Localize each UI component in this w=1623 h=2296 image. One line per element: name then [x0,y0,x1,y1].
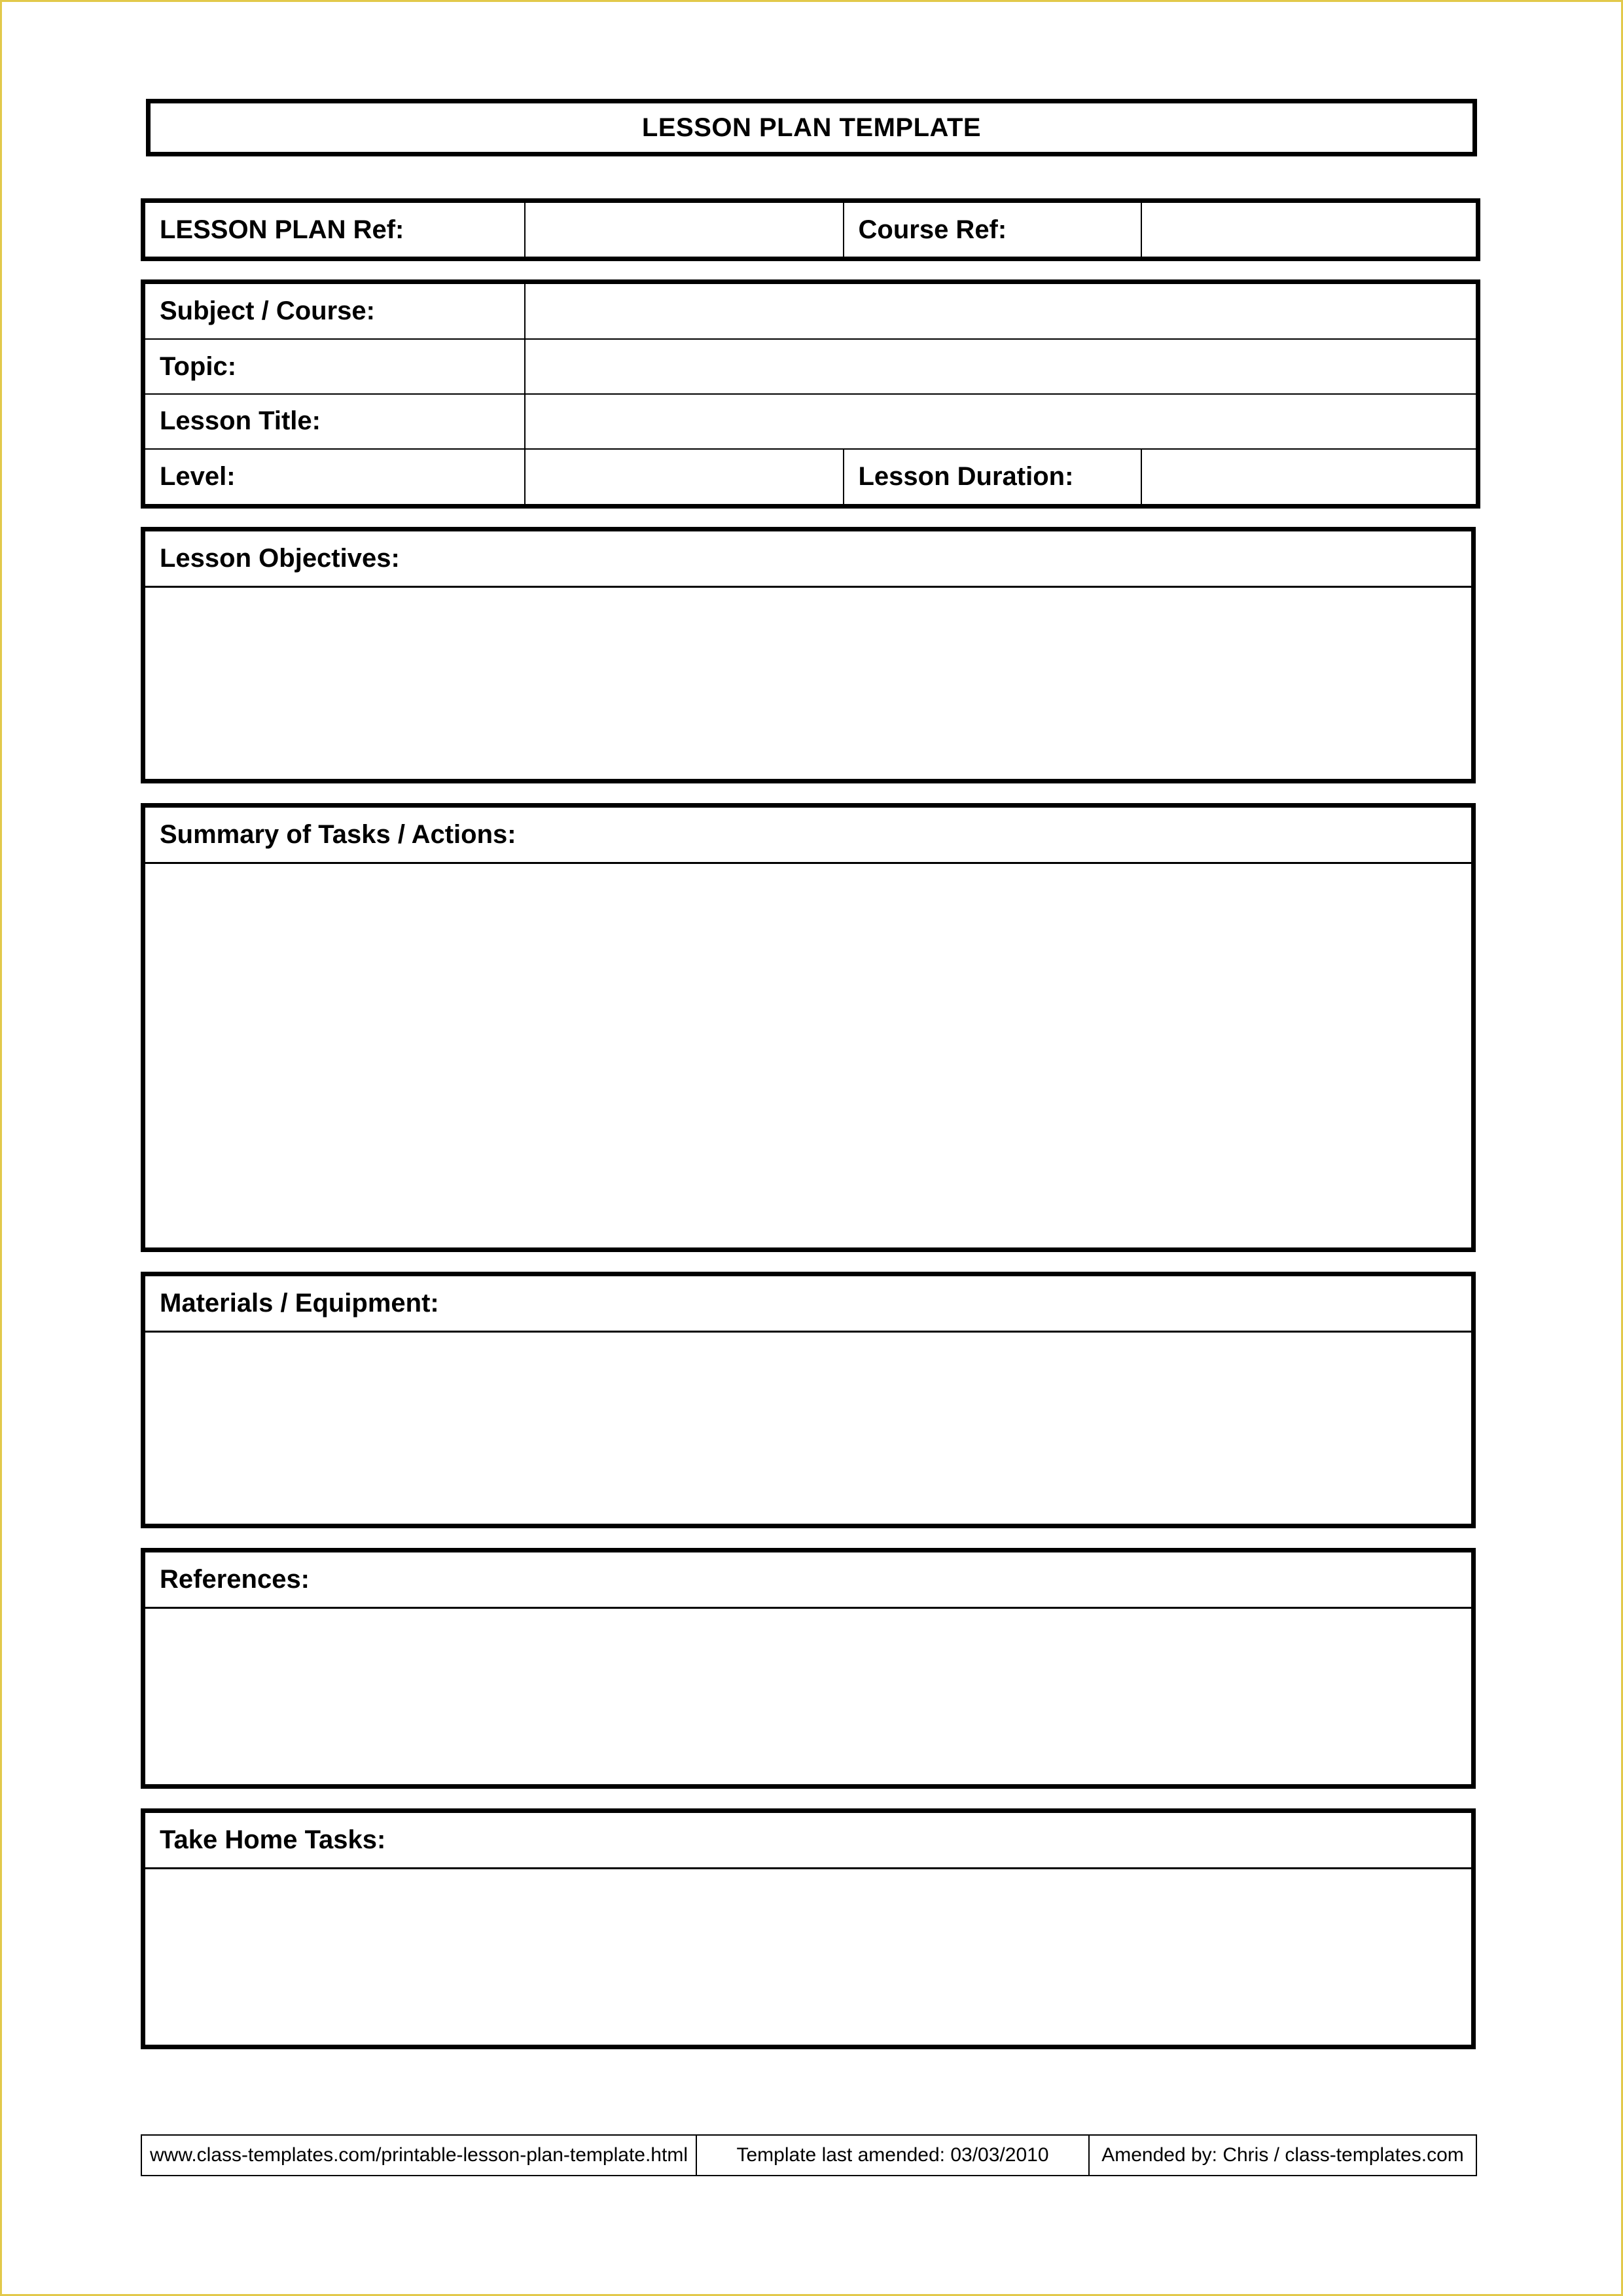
tasks-area[interactable] [145,864,1471,1247]
lesson-objectives-section [141,527,1476,783]
tasks-heading: Summary of Tasks / Actions: [145,808,1471,864]
topic-label: Topic: [143,339,525,394]
materials-section [141,1272,1476,1528]
lesson-duration-field[interactable] [1141,449,1478,507]
footer [141,2134,1477,2176]
lesson-title-label: Lesson Title: [143,394,525,449]
subject-label: Subject / Course: [143,282,525,340]
references-section [141,1548,1476,1789]
materials-heading: Materials / Equipment: [145,1276,1471,1333]
lesson-plan-ref-label: LESSON PLAN Ref: [143,201,525,259]
take-home-area[interactable] [145,1869,1471,2045]
ref-table [141,198,1480,261]
lesson-objectives-heading: Lesson Objectives: [145,531,1471,588]
course-ref-field[interactable] [1141,201,1478,259]
references-heading: References: [145,1552,1471,1609]
lesson-title-field[interactable] [525,394,1478,449]
details-table [141,279,1480,509]
lesson-plan-ref-field[interactable] [525,201,844,259]
take-home-heading: Take Home Tasks: [145,1813,1471,1869]
lesson-objectives-area[interactable] [145,588,1471,779]
topic-field[interactable] [525,339,1478,394]
level-label: Level: [143,449,525,507]
level-field[interactable] [525,449,844,507]
references-area[interactable] [145,1609,1471,1784]
materials-area[interactable] [145,1333,1471,1524]
subject-field[interactable] [525,282,1478,340]
page-title: LESSON PLAN TEMPLATE [146,99,1477,156]
footer-amended-by: Amended by: Chris / class-templates.com [1089,2135,1476,2176]
take-home-section [141,1808,1476,2049]
course-ref-label: Course Ref: [844,201,1141,259]
lesson-duration-label: Lesson Duration: [844,449,1141,507]
tasks-section [141,803,1476,1252]
footer-amended-date: Template last amended: 03/03/2010 [696,2135,1089,2176]
footer-url: www.class-templates.com/printable-lesson-plan-template.html [141,2135,696,2176]
